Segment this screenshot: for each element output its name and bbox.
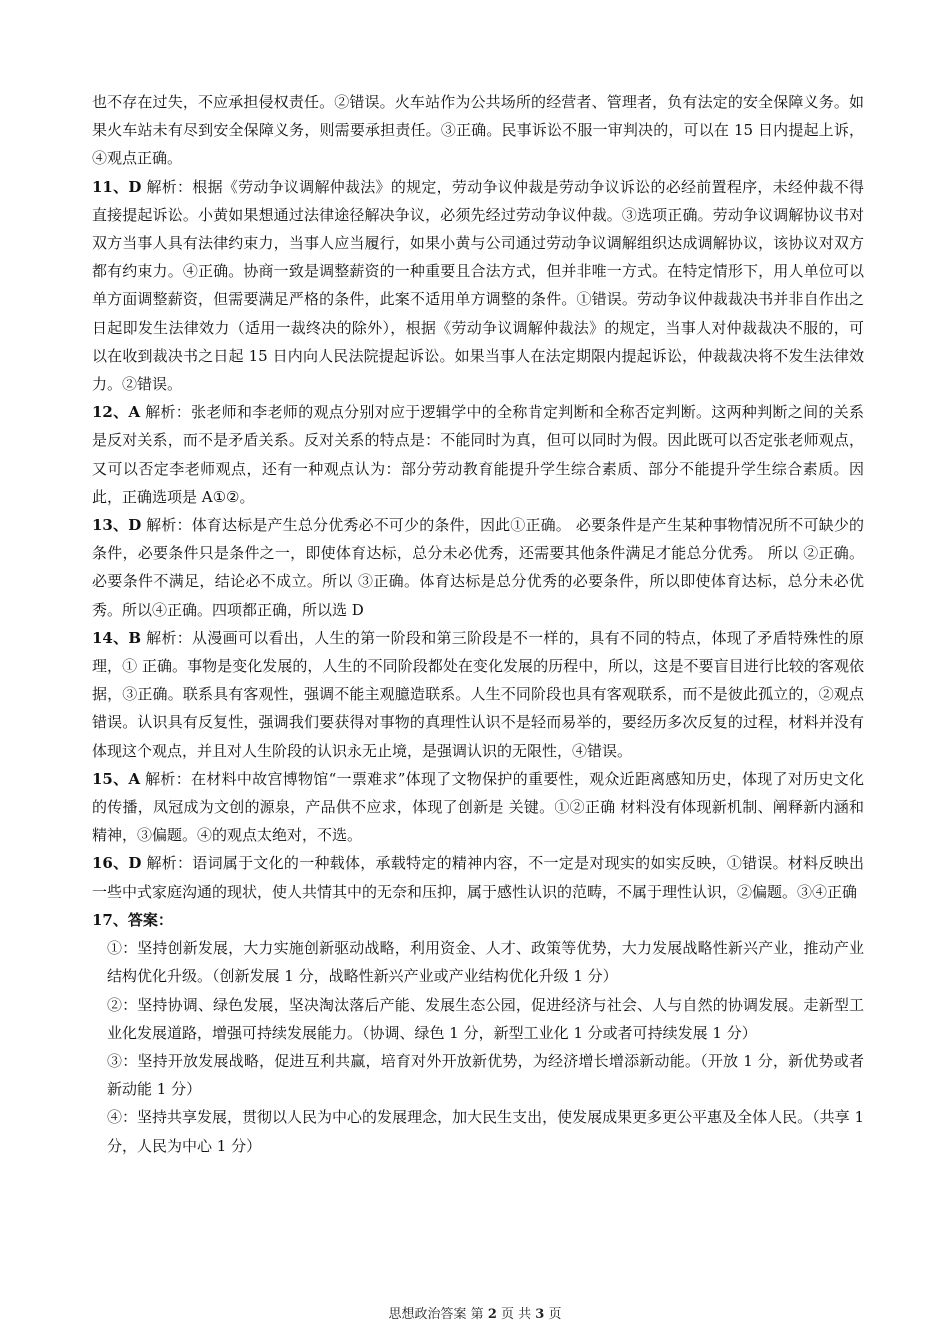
page-number: 2 (487, 1307, 497, 1322)
paragraph-text: 解析：张老师和李老师的观点分别对应于逻辑学中的全称肯定判断和全称否定判断。这两种判断之间的关系是反对关系，而不是矛盾关系。反对关系的特点是：不能同时为真，但可以同时为假。因此既可以否定张老师观点，又可以否定李老师观点，还有一种观点认为：部分劳动教育能提升学生综合素质、部分不能提升学生综合素质。因此，正确选项是 A①②。 (92, 403, 865, 506)
answer-17-heading (92, 906, 864, 934)
answer-17-point-1: ①：坚持创新发展，大力实施创新驱动战略，利用资金、人才、政策等优势，大力发展战略性新兴产业，推动产业结构优化升级。（创新发展 1 分，战略性新兴产业或产业结构优化升级 1 分） (107, 939, 864, 986)
answer-17-point-4: ④：坚持共享发展，贯彻以人民为中心的发展理念，加大民生支出，使发展成果更多更公平惠及全体人民。（共享 1 分，人民为中心 1 分） (107, 1108, 864, 1155)
answer-14 (92, 624, 864, 765)
answer-content (92, 88, 864, 1160)
question-number: 17、答案： (92, 910, 173, 929)
answer-13 (92, 511, 864, 624)
question-number: 14、B (92, 628, 142, 647)
answer-12 (92, 398, 864, 511)
question-number: 11、D (92, 177, 142, 196)
answer-16 (92, 849, 864, 905)
paragraph-text: 解析：语词属于文化的一种载体，承载特定的精神内容，不一定是对现实的如实反映，①错误。材料反映出一些中式家庭沟通的现状，使人共情其中的无奈和压抑，属于感性认识的范畴，不属于理性认识，②偏题。③④正确 (92, 854, 864, 901)
page-total: 3 (535, 1307, 545, 1322)
answer-15 (92, 765, 864, 850)
answer-11 (92, 173, 864, 399)
paragraph-text: 解析：体育达标是产生总分优秀必不可少的条件，因此①正确。 必要条件是产生某种事物情况所不可缺少的条件，必要条件只是条件之一，即使体育达标，总分未必优秀，还需要其他条件满足才能总分优秀。 所以 ②正确。必要条件不满足，结论必不成立。所以 ③正确。体育达标是总分优秀的必要条件，所以即使体育达标，总分未必优秀。所以④正确。四项都正确，所以选 D (92, 516, 864, 619)
paragraph-text: 解析：在材料中故宫博物馆“一票难求”体现了文物保护的重要性，观众近距离感知历史，体现了对历史文化的传播，凤冠成为文创的源泉，产品供不应求，体现了创新是 关键。①②正确 材料没有体现新机制、阐释新内涵和精神，③偏题。④的观点太绝对，不选。 (92, 769, 864, 845)
question-number: 13、D (92, 516, 142, 535)
question-number: 12、A (92, 403, 141, 422)
footer-prefix: 思想政治答案 第 (388, 1307, 488, 1322)
page-footer (0, 1303, 950, 1322)
question-number: 16、D (92, 854, 142, 873)
answer-17-point-2: ②：坚持协调、绿色发展，坚决淘汰落后产能、发展生态公园，促进经济与社会、人与自然的协调发展。走新型工业化发展道路，增强可持续发展能力。（协调、绿色 1 分，新型工业化 1 分或者可持续发展 1 分） (107, 995, 864, 1042)
paragraph-text: 也不存在过失，不应承担侵权责任。②错误。火车站作为公共场所的经营者、管理者，负有法定的安全保障义务。如果火车站未有尽到安全保障义务，则需要承担责任。③正确。民事诉讼不服一审判决的，可以在 15 日内提起上诉，④观点正确。 (92, 93, 864, 168)
answer-17-point-3: ③：坚持开放发展战略，促进互利共赢，培育对外开放新优势，为经济增长增添新动能。（开放 1 分，新优势或者新动能 1 分） (107, 1051, 864, 1099)
paragraph-continued (92, 88, 864, 173)
question-number: 15、A (92, 769, 141, 788)
footer-suffix: 页 (544, 1307, 562, 1322)
footer-mid: 页 共 (496, 1307, 536, 1322)
paragraph-text: 解析：从漫画可以看出，人生的第一阶段和第三阶段是不一样的，具有不同的特点，体现了矛盾特殊性的原理，① 正确。事物是变化发展的，人生的不同阶段都处在变化发展的历程中，所以，这是不要盲目进行比较的客观依据，③正确。联系具有客观性，强调不能主观臆造联系。人生不同阶段也具有客观联系，而不是彼此孤立的，②观点错误。认识具有反复性，强调我们要获得对事物的真理性认识不是轻而易举的，要经历多次反复的过程，材料并没有体现这个观点，并且对人生阶段的认识永无止境，是强调认识的无限性，④错误。 (92, 628, 864, 760)
paragraph-text: 解析：根据《劳动争议调解仲裁法》的规定，劳动争议仲裁是劳动争议诉讼的必经前置程序，未经仲裁不得直接提起诉讼。小黄如果想通过法律途径解决争议，必须先经过劳动争议仲裁。③选项正确。劳动争议调解协议书对双方当事人具有法律约束力，当事人应当履行，如果小黄与公司通过劳动争议调解组织达成调解协议，该协议对双方都有约束力。④正确。协商一致是调整薪资的一种重要且合法方式，但并非唯一方式。在特定情形下，用人单位可以单方面调整薪资，但需要满足严格的条件，此案不适用单方调整的条件。①错误。劳动争议仲裁裁决书并非自作出之日起即发生法律效力（适用一裁终决的除外），根据《劳动争议调解仲裁法》的规定，当事人对仲裁裁决不服的，可以在收到裁决书之日起 15 日内向人民法院提起诉讼。如果当事人在法定期限内提起诉讼，仲裁裁决将不发生法律效力。②错误。 (92, 177, 864, 394)
